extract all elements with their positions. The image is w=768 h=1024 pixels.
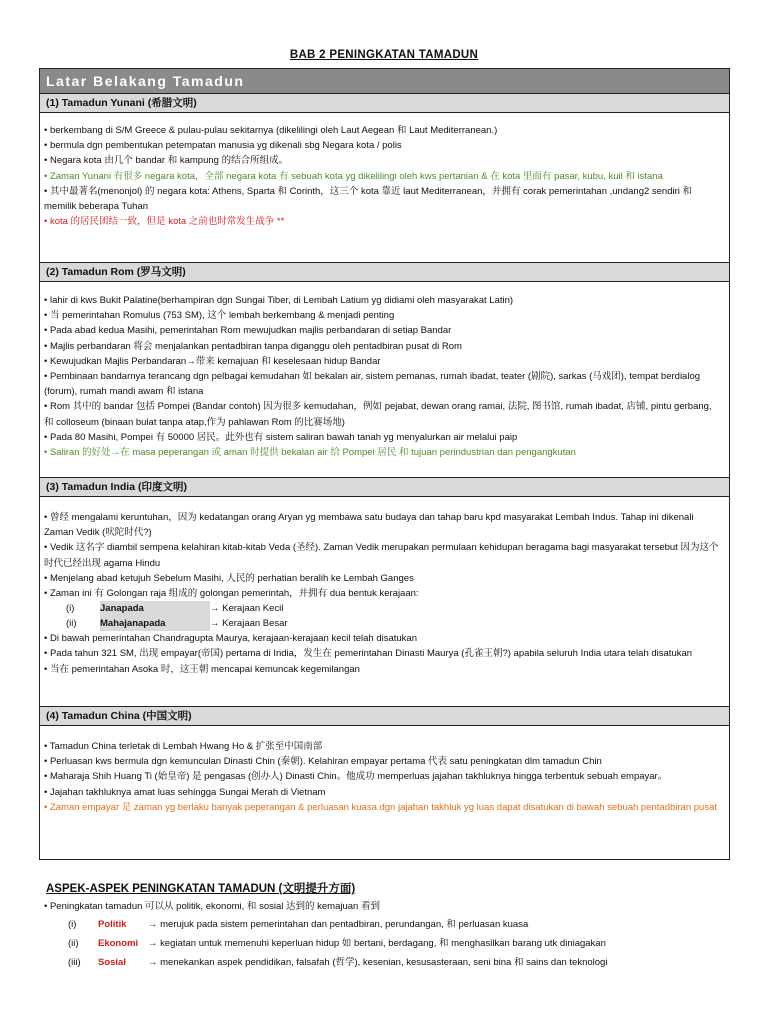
section-heading-india: (3) Tamadun India (印度文明) [40,477,729,497]
list-item: • 曾经 mengalami keruntuhan，因为 kedatangan orang Aryan yg membawa satu budaya dan tahap baru kpd masyarakat Lembah Indus. Tahap ini dikenali Zaman Vedik (吠陀时代?) [44,512,694,539]
list-item: • berkembang di S/M Greece & pulau-pulau sekitarnya (dikelilingi oleh Laut Aegean 和 Laut Mediterranean.) [44,125,498,136]
list-item: • Rom 其中的 bandar 包括 Pompei (Bandar contoh) 因为很多 kemudahan，例如 pejabat, dewan orang ramai, 法院, 图书馆, rumah ibadat, 店铺, pintu gerbang, 和 colloseum (binaan bulat tanpa atap,作为 pahlawan Rom 的比赛场地) [44,401,712,428]
aspect-item: (iii) Sosial → menekankan aspek pendidikan, falsafah (哲学), kesenian, kesusasteraan, seni bina 和 sains dan teknologi [68,957,608,968]
list-item: • Majlis perbandaran 将会 menjalankan pentadbiran tanpa diganggu oleh pentadbiran pusat di Rom [44,340,462,352]
list-item: • 当在 pemerintahan Asoka 时，这王朝 mencapai kemuncak kegemilangan [44,663,360,675]
aspects-intro: • Peningkatan tamadun 可以从 politik, ekonomi, 和 sosial 达到的 kemajuan 看到 [44,901,380,912]
section-heading-china: (4) Tamadun China (中国文明) [40,706,729,726]
section-body-india [44,510,720,677]
list-item: • Pada 80 Masihi, Pompei 有 50000 居民。此外也有 sistem saliran bawah tanah yg menyalurkan air melalui paip [44,431,518,443]
kerajaan-item: (i) Janapada → Kerajaan Kecil [66,603,284,615]
list-item: • kota 的居民团结一致，但是 kota 之前也时常发生战争 ** [44,216,285,228]
page-title: BAB 2 PENINGKATAN TAMADUN [289,49,479,61]
list-item: • Pada tahun 321 SM, 出现 empayar(帝国) pertama di India，发生在 pemerintahan Dinasti Maurya (孔雀王朝?) apabila seluruh India utara telah disatukan [44,648,693,660]
list-item: • lahir di kws Bukit Palatine(berhampiran dgn Sungai Tiber, di Lembah Latium yg didiami oleh masyarakat Latin) [44,295,514,306]
kerajaan-item: (ii) Mahajanapada → Kerajaan Besar [66,618,288,630]
list-item: • Vedik 这名字 diambil sempena kelahiran kitab-kitab Veda (圣经). Zaman Vedik merupakan permulaan kehidupan beragama bagi masyarakat tersebut 因为这个时代已经出现 agama Hindu [44,542,719,569]
list-item: • Maharaja Shih Huang Ti (始皇帝) 是 pengasas (创办人) Dinasti Chin。他成功 memperluas jajahan takhluknya hingga terbentuk sebuah empayar。 [44,771,668,783]
aspects-title: ASPEK-ASPEK PENINGKATAN TAMADUN (文明提升方面) [46,883,356,895]
aspect-item: (ii) Ekonomi → kegiatan untuk memenuhi keperluan hidup 如 bertani, berdagang, 和 menghasilkan barang utk diniagakan [68,938,606,949]
list-item: • 当 pemerintahan Romulus (753 SM), 这个 lembah berkembang & menjadi penting [44,310,395,322]
list-item: • Pada abad kedua Masihi, pemerintahan Rom mewujudkan majlis perbandaran di setiap Bandar [44,325,452,337]
section-banner: Latar Belakang Tamadun [40,69,729,93]
aspect-item: (i) Politik → merujuk pada sistem pemerintahan dan pentadbiran, perundangan, 和 perluasan kuasa [68,919,529,930]
list-item: • Zaman ini 有 Golongan raja 组成的 golongan pemerintah，并拥有 dua bentuk kerajaan: [44,588,419,600]
list-item: • Kewujudkan Majlis Perbandaran→带来 kemajuan 和 keselesaan hidup Bandar [44,355,381,367]
section-heading-yunani: (1) Tamadun Yunani (希腊文明) [40,93,729,113]
list-item: • bermula dgn pembentukan petempatan manusia yg dikenali sbg Negara kota / polis [44,140,402,152]
list-item: • Tamadun China terletak di Lembah Hwang Ho & 扩张至中国南部 [44,741,323,752]
list-item: • Jajahan takhluknya amat luas sehingga Sungai Merah di Vietnam [44,786,326,798]
list-item: • Pembinaan bandarnya terancang dgn pelbagai kemudahan 如 bekalan air, sistem pemanas, rumah ibadat, teater (剧院), sarkas (马戏团), tempat berdialog (forum), rumah mandi awam 和 istana [44,371,701,398]
aspects-body [44,899,734,972]
section-heading-rom: (2) Tamadun Rom (罗马文明) [40,262,729,282]
list-item: • Di bawah pemerintahan Chandragupta Maurya, kerajaan-kerajaan kecil telah disatukan [44,633,417,645]
section-body-yunani [44,123,720,229]
list-item: • 其中最著名(menonjol) 的 negara kota: Athens, Sparta 和 Corinth，这三个 kota 靠近 laut Mediterranean，并拥有 corak pemerintahan ,undang2 sendiri 和 memilik beberapa Tuhan [44,185,693,213]
list-item: • Menjelang abad ketujuh Sebelum Masihi, 人民的 perhatian beralih ke Lembah Ganges [44,572,414,584]
list-item: • Saliran 的好处→在 masa peperangan 或 aman 时提供 bekalan air 给 Pompei 居民 和 tujuan perindustrian dan pengangkutan [44,447,576,459]
section-body-rom [44,293,720,460]
list-item: • Zaman Yunani 有很多 negara kota，全部 negara kota 有 sebuah kota yg dikelilingi oleh kws pertanian & 在 kota 里面有 pasar, kubu, kuil 和 istana [44,170,663,182]
list-item: • Negara kota 由几个 bandar 和 kampung 的结合所组成。 [44,155,289,167]
list-item: • Perluasan kws bermula dgn kemunculan Dinasti Chin (秦朝). Kelahiran empayar pertama 代表 satu peningkatan dlm tamadun Chin [44,756,602,768]
section-body-china [44,739,720,815]
list-item: • Zaman empayar 是 zaman yg berlaku banyak peperangan & perluasan kuasa dgn jajahan takhluk yg luas dapat disatukan di bawah sebuah pentadbiran pusat [44,801,717,813]
